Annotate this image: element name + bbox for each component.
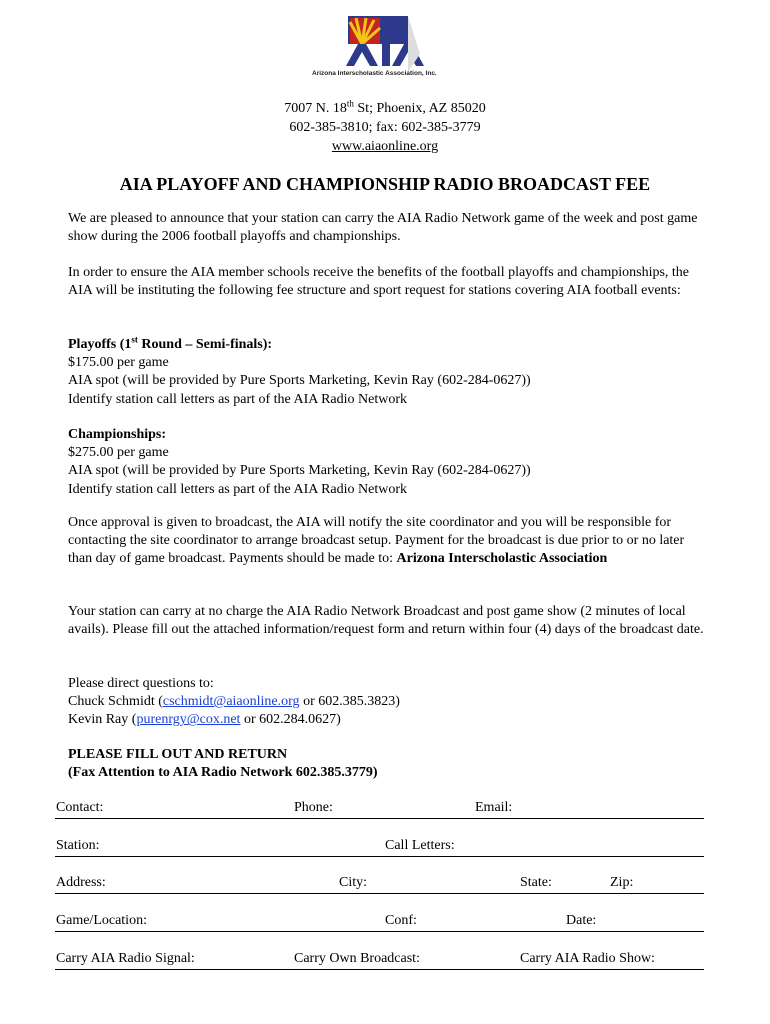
- fill-out-line-2: (Fax Attention to AIA Radio Network 602.385.3779): [68, 765, 378, 781]
- game-location-label: Game/Location:: [56, 913, 147, 928]
- carry-row-line[interactable]: [55, 969, 704, 970]
- championships-identify: Identify station call letters as part of the AIA Radio Network: [68, 481, 408, 497]
- zip-label: Zip:: [610, 875, 634, 890]
- logo-caption: Arizona Interscholastic Association, Inc.: [312, 70, 437, 77]
- conf-label: Conf:: [385, 913, 417, 928]
- championships-section: [68, 426, 708, 499]
- approval-paragraph: Once approval is given to broadcast, the AIA will notify the site coordinator and you will be responsible for contacting the site coordinator to arrange broadcast setup. Payment for the broadcast is due prior to or no later than day of game broadcast. Payments should be made to: Arizona Interscholastic Association: [68, 515, 685, 567]
- playoffs-heading: Playoffs (1st Round – Semi-finals):: [68, 334, 273, 352]
- championships-fee: $275.00 per game: [68, 445, 169, 461]
- carry-paragraph: Your station can carry at no charge the AIA Radio Network Broadcast and post game show (2 minutes of local avails). Please fill out the attached information/request form and return within four (4) days of the broadcast date.: [68, 604, 704, 638]
- email-link-purenrgy[interactable]: purenrgy@cox.net: [136, 712, 241, 728]
- address-label: Address:: [56, 875, 106, 890]
- contact-kevin: Kevin Ray (purenrgy@cox.net or 602.284.0627): [68, 712, 341, 728]
- date-label: Date:: [566, 913, 597, 928]
- city-label: City:: [339, 875, 368, 890]
- contact-label: Contact:: [56, 800, 104, 815]
- intro-paragraph-2: In order to ensure the AIA member schools receive the benefits of the football playoffs and championships, the AIA will be instituting the following fee structure and sport request for stations covering AIA football events:: [68, 265, 690, 299]
- game-row-line[interactable]: [55, 931, 704, 932]
- intro-paragraph-1: We are pleased to announce that your station can carry the AIA Radio Network game of the week and post game show during the 2006 football playoffs and championships.: [68, 211, 698, 245]
- address-row-line[interactable]: [55, 893, 704, 894]
- state-label: State:: [520, 875, 552, 890]
- playoffs-fee: $175.00 per game: [68, 355, 169, 371]
- phone-fax-line: 602-385-3810; fax: 602-385-3779: [289, 120, 481, 135]
- contact-chuck: Chuck Schmidt (cschmidt@aiaonline.org or 602.385.3823): [68, 694, 400, 710]
- fill-out-notice: [68, 746, 708, 782]
- call-letters-label: Call Letters:: [385, 838, 455, 853]
- championships-spot: AIA spot (will be provided by Pure Sports Marketing, Kevin Ray (602-284-0627)): [68, 463, 531, 479]
- playoffs-identify: Identify station call letters as part of the AIA Radio Network: [68, 391, 408, 407]
- questions-intro: Please direct questions to:: [68, 676, 214, 691]
- page-title: AIA PLAYOFF AND CHAMPIONSHIP RADIO BROADCAST FEE: [119, 174, 651, 194]
- website-link[interactable]: www.aiaonline.org: [331, 139, 439, 154]
- carry-show-label: Carry AIA Radio Show:: [520, 951, 655, 966]
- fill-out-line-1: PLEASE FILL OUT AND RETURN: [68, 747, 288, 762]
- payee-name: Arizona Interscholastic Association: [396, 551, 608, 567]
- email-label: Email:: [475, 800, 513, 815]
- contact-row-line[interactable]: [55, 818, 704, 819]
- playoffs-spot: AIA spot (will be provided by Pure Sports Marketing, Kevin Ray (602-284-0627)): [68, 373, 531, 389]
- carry-own-label: Carry Own Broadcast:: [294, 951, 420, 966]
- playoffs-section: [68, 336, 708, 409]
- email-link-cschmidt[interactable]: cschmidt@aiaonline.org: [162, 694, 300, 710]
- questions-section: [68, 675, 708, 730]
- carry-signal-label: Carry AIA Radio Signal:: [56, 951, 195, 966]
- address-line: 7007 N. 18th St; Phoenix, AZ 85020: [284, 98, 486, 116]
- phone-label: Phone:: [294, 800, 333, 815]
- station-row-line[interactable]: [55, 856, 704, 857]
- station-label: Station:: [56, 838, 100, 853]
- championships-heading: Championships:: [68, 427, 167, 442]
